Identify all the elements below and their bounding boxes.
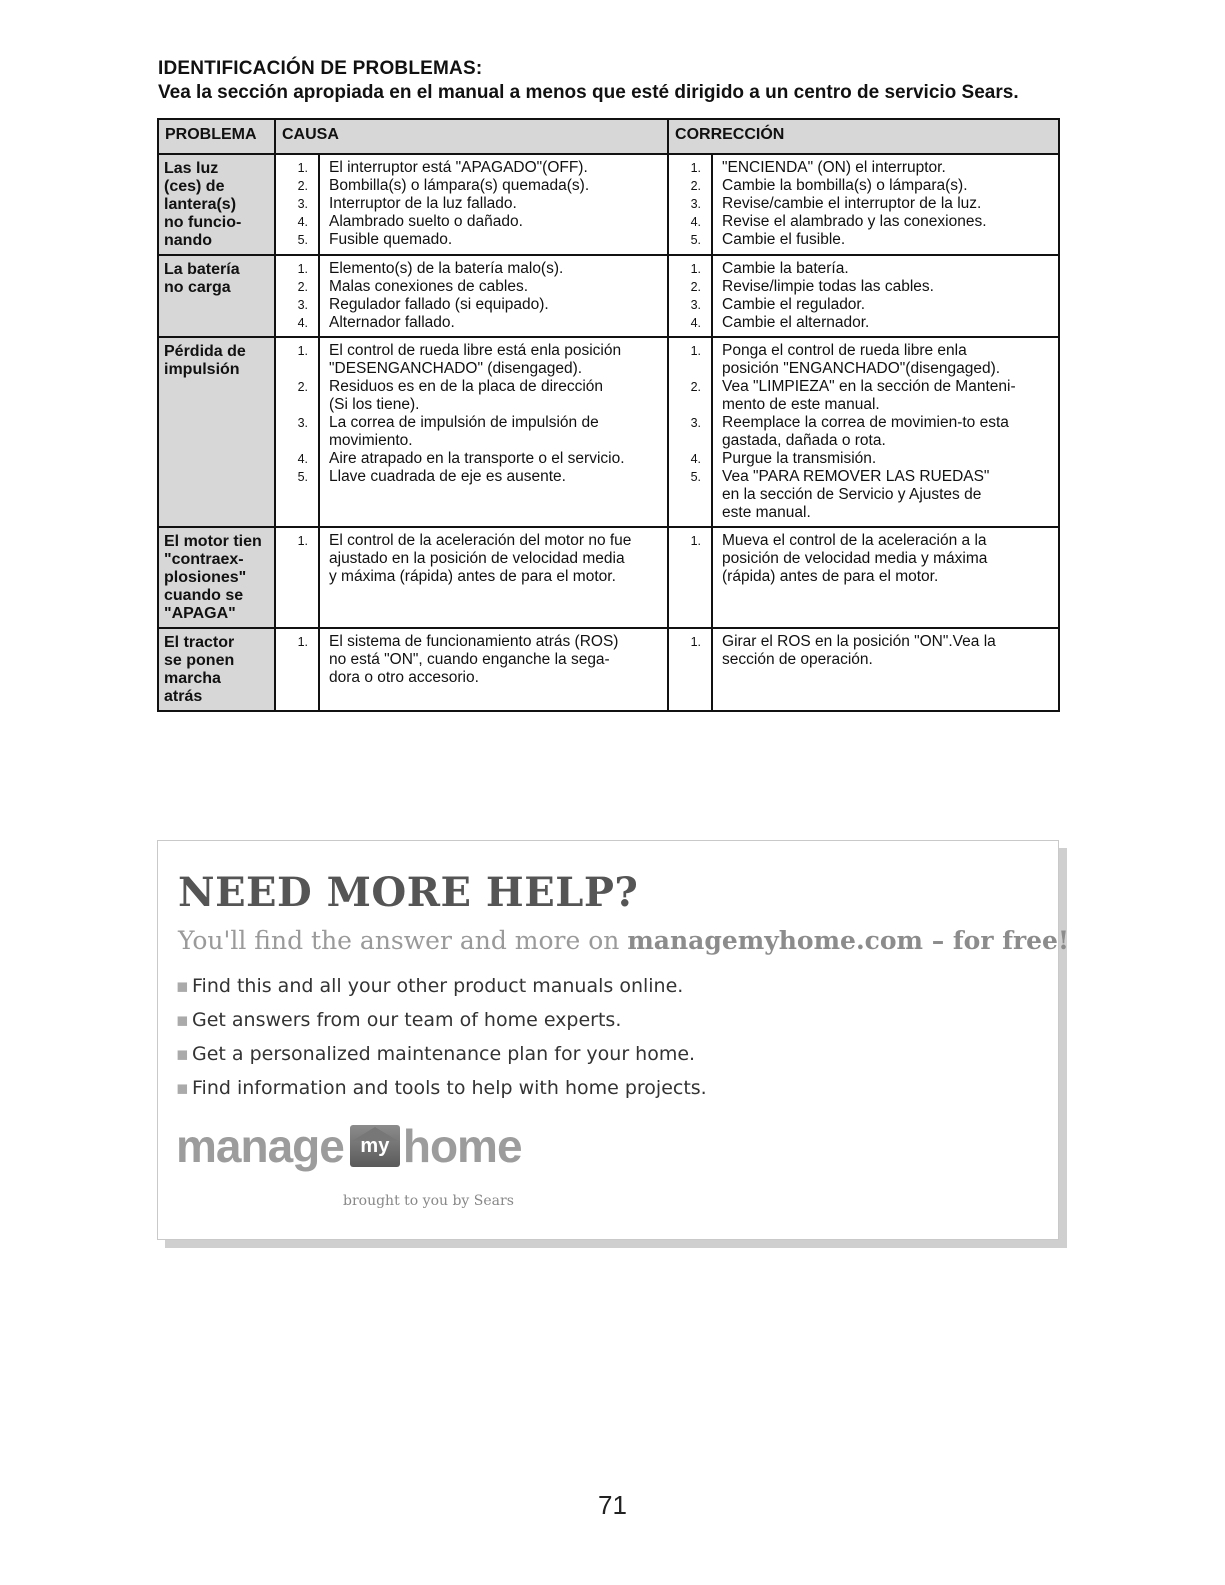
fix-cell-line: posición de velocidad media y máxima <box>722 550 988 567</box>
cause-cell <box>319 527 668 628</box>
cause-cell-line: Malas conexiones de cables. <box>329 278 529 295</box>
fix-cell-line: gastada, dañada o rota. <box>722 432 886 449</box>
page-subtitle: Vea la sección apropiada en el manual a menos que esté dirigido a un centro de servicio Sears. <box>158 82 1019 103</box>
logo-tagline: brought to you by Sears <box>343 1193 514 1209</box>
problem-cell-line: marcha <box>164 670 221 687</box>
fix-cell-line: Revise/cambie el interruptor de la luz. <box>722 195 982 212</box>
problem-cell-line: El tractor <box>164 634 235 651</box>
cause-number-cell-line: 1. <box>297 262 308 276</box>
problem-cell <box>158 628 275 711</box>
cause-number-cell-line <box>276 432 318 450</box>
problem-cell-line: Las luz <box>164 160 219 177</box>
fix-number-cell-line: 5. <box>690 470 702 484</box>
problem-cell-line: cuando se <box>164 587 244 604</box>
cause-number-cell-line: 4. <box>297 215 308 229</box>
cause-number-cell-line: 1. <box>297 344 308 358</box>
fix-cell-line: Mueva el control de la aceleración a la <box>722 532 987 549</box>
fix-cell-line: Revise el alambrado y las conexiones. <box>722 213 987 230</box>
fix-number-cell-line: 4. <box>690 452 702 466</box>
cause-number-cell-line: 5. <box>297 470 308 484</box>
cause-number-cell-line <box>276 396 318 414</box>
bullet-icon: ▪ <box>176 1043 189 1065</box>
house-icon <box>350 1125 400 1167</box>
fix-cell-line: Purgue la transmisión. <box>722 450 877 467</box>
fix-cell-line: Cambie el alternador. <box>722 314 870 331</box>
help-title: NEED MORE HELP? <box>178 869 639 916</box>
cause-cell-line: y máxima (rápida) antes de para el motor. <box>329 568 616 585</box>
cause-number-cell <box>275 337 319 527</box>
cause-number-cell-line <box>276 360 318 378</box>
problem-cell-line: "contraex- <box>164 551 244 568</box>
cause-cell-line: La correa de impulsión de impulsión de <box>329 414 599 431</box>
fix-cell-line: Cambie el fusible. <box>722 231 846 248</box>
cause-number-cell-line: 1. <box>297 534 308 548</box>
fix-number-cell-line: 5. <box>690 233 702 247</box>
cause-number-cell-line: 2. <box>297 280 308 294</box>
fix-number-cell <box>668 628 712 711</box>
fix-cell <box>712 527 1059 628</box>
fix-cell <box>712 337 1059 527</box>
fix-cell-line: en la sección de Servicio y Ajustes de <box>722 486 982 503</box>
fix-cell-line: "ENCIENDA" (ON) el interruptor. <box>722 159 946 176</box>
list-item-text: Find information and tools to help with home projects. <box>192 1077 707 1099</box>
fix-cell <box>712 154 1059 255</box>
fix-cell-line: Ponga el control de rueda libre enla <box>722 342 967 359</box>
cause-number-cell <box>275 527 319 628</box>
need-more-help-box <box>157 840 1069 1240</box>
cause-cell-line: Fusible quemado. <box>329 231 453 248</box>
problem-cell-line: (ces) de <box>164 178 225 195</box>
problem-cell <box>158 154 275 255</box>
fix-cell-line: Cambie el regulador. <box>722 296 866 313</box>
cause-number-cell <box>275 255 319 337</box>
cause-cell-line: El control de rueda libre está enla posición <box>329 342 622 359</box>
list-item-text: Get answers from our team of home experts. <box>192 1009 622 1031</box>
problem-cell-line: nando <box>164 232 212 249</box>
logo-badge-text: my <box>360 1135 390 1157</box>
fix-cell-line: este manual. <box>722 504 811 521</box>
cause-number-cell-line: 5. <box>297 233 308 247</box>
cause-cell-line: Llave cuadrada de eje es ausente. <box>329 468 566 485</box>
problem-cell-line: no funcio- <box>164 214 242 231</box>
cause-cell <box>319 154 668 255</box>
header-causa: CAUSA <box>275 119 668 154</box>
table-row <box>158 154 1059 255</box>
cause-cell-line: Bombilla(s) o lámpara(s) quemada(s). <box>329 177 590 194</box>
cause-cell-line: Elemento(s) de la batería malo(s). <box>329 260 564 277</box>
problem-cell-line: plosiones" <box>164 569 247 586</box>
list-item-text: Find this and all your other product manuals online. <box>192 975 684 997</box>
fix-cell <box>712 628 1059 711</box>
table-row <box>158 527 1059 628</box>
fix-number-cell-line: 2. <box>690 179 702 193</box>
bullet-icon: ▪ <box>176 1009 189 1031</box>
fix-number-cell-line: 3. <box>690 416 702 430</box>
cause-number-cell-line: 2. <box>297 380 308 394</box>
problem-cell-line: "APAGA" <box>164 605 236 622</box>
cause-number-cell-line: 1. <box>297 161 308 175</box>
header-correccion: CORRECCIÓN <box>668 119 1059 154</box>
fix-cell-line: Revise/limpie todas las cables. <box>722 278 934 295</box>
cause-cell-line: Regulador fallado (si equipado). <box>329 296 549 313</box>
fix-number-cell <box>668 527 712 628</box>
help-subtitle-plain: You'll find the answer and more on <box>178 926 628 955</box>
cause-cell <box>319 255 668 337</box>
cause-cell-line: no está "ON", cuando enganche la sega- <box>329 651 610 668</box>
page-title: IDENTIFICACIÓN DE PROBLEMAS: <box>158 58 483 79</box>
cause-number-cell-line: 3. <box>297 197 308 211</box>
fix-cell-line: mento de este manual. <box>722 396 880 413</box>
fix-cell-line: Cambie la batería. <box>722 260 849 277</box>
help-subtitle <box>178 926 1069 955</box>
table-row <box>158 255 1059 337</box>
cause-cell-line: Alternador fallado. <box>329 314 455 331</box>
header-problema: PROBLEMA <box>158 119 275 154</box>
bullet-icon: ▪ <box>176 975 189 997</box>
cause-cell-line: "DESENGANCHADO" (disengaged). <box>329 360 583 377</box>
cause-number-cell-line: 3. <box>297 298 308 312</box>
fix-cell-line: Reemplace la correa de movimien-to esta <box>722 414 1009 431</box>
problem-cell <box>158 527 275 628</box>
help-bullet-list <box>176 975 707 1111</box>
fix-number-cell-line <box>669 360 711 378</box>
cause-cell-line: El interruptor está "APAGADO"(OFF). <box>329 159 588 176</box>
cause-cell <box>319 628 668 711</box>
fix-number-cell <box>668 255 712 337</box>
cause-number-cell <box>275 628 319 711</box>
cause-number-cell-line: 2. <box>297 179 308 193</box>
fix-cell-line: Girar el ROS en la posición "ON".Vea la <box>722 633 996 650</box>
cause-cell-line: (Si los tiene). <box>329 396 420 413</box>
fix-cell-line: Vea "LIMPIEZA" en la sección de Manteni- <box>722 378 1016 395</box>
fix-number-cell-line <box>669 504 711 522</box>
cause-cell-line: dora o otro accesorio. <box>329 669 479 686</box>
problem-cell-line: no carga <box>164 279 231 296</box>
problem-cell-line: impulsión <box>164 361 240 378</box>
fix-cell-line: (rápida) antes de para el motor. <box>722 568 939 585</box>
problem-cell-line: atrás <box>164 688 203 705</box>
problem-cell-line: Pérdida de <box>164 343 246 360</box>
cause-cell-line: El control de la aceleración del motor no fue <box>329 532 632 549</box>
fix-number-cell-line: 1. <box>690 161 702 175</box>
table-row <box>158 337 1059 527</box>
problem-cell-line: lantera(s) <box>164 196 237 213</box>
table-header-row <box>158 119 1059 154</box>
fix-number-cell-line: 3. <box>690 298 702 312</box>
cause-number-cell-line: 3. <box>297 416 308 430</box>
fix-number-cell-line: 1. <box>690 344 702 358</box>
cause-cell-line: ajustado en la posición de velocidad media <box>329 550 625 567</box>
troubleshooting-table <box>157 118 1060 712</box>
cause-cell <box>319 337 668 527</box>
fix-number-cell-line: 3. <box>690 197 702 211</box>
fix-cell-line: Cambie la bombilla(s) o lámpara(s). <box>722 177 968 194</box>
fix-number-cell-line <box>669 396 711 414</box>
problem-cell <box>158 337 275 527</box>
fix-number-cell-line: 1. <box>690 635 702 649</box>
fix-number-cell-line: 2. <box>690 380 702 394</box>
fix-cell-line: posición "ENGANCHADO"(disengaged). <box>722 360 1001 377</box>
cause-cell-line: El sistema de funcionamiento atrás (ROS) <box>329 633 619 650</box>
fix-number-cell-line: 4. <box>690 316 702 330</box>
fix-cell-line: Vea "PARA REMOVER LAS RUEDAS" <box>722 468 990 485</box>
list-item-text: Get a personalized maintenance plan for your home. <box>192 1043 696 1065</box>
problem-cell-line: se ponen <box>164 652 235 669</box>
logo-text-right: home <box>402 1120 522 1172</box>
problem-cell <box>158 255 275 337</box>
problem-cell-line: La batería <box>164 261 240 278</box>
fix-number-cell <box>668 337 712 527</box>
cause-number-cell <box>275 154 319 255</box>
list-item <box>176 975 707 1009</box>
cause-cell-line: Residuos es en de la placa de dirección <box>329 378 604 395</box>
cause-cell-line: Aire atrapado en la transporte o el servicio. <box>329 450 625 467</box>
cause-number-cell-line: 1. <box>297 635 308 649</box>
fix-number-cell-line <box>669 486 711 504</box>
list-item <box>176 1077 707 1111</box>
cause-number-cell-line: 4. <box>297 452 308 466</box>
fix-number-cell-line: 4. <box>690 215 702 229</box>
fix-number-cell-line <box>669 432 711 450</box>
cause-cell-line: movimiento. <box>329 432 413 449</box>
fix-cell-line: sección de operación. <box>722 651 873 668</box>
list-item <box>176 1009 707 1043</box>
logo-text-left: manage <box>176 1120 344 1172</box>
list-item <box>176 1043 707 1077</box>
managemyhome-logo <box>176 1116 522 1176</box>
bullet-icon: ▪ <box>176 1077 189 1099</box>
problem-cell-line: El motor tien <box>164 533 262 550</box>
cause-cell-line: Alambrado suelto o dañado. <box>329 213 523 230</box>
fix-number-cell-line: 1. <box>690 534 702 548</box>
cause-cell-line: Interruptor de la luz fallado. <box>329 195 517 212</box>
fix-number-cell <box>668 154 712 255</box>
help-subtitle-link[interactable]: managemyhome.com – for free! <box>627 926 1069 955</box>
fix-cell <box>712 255 1059 337</box>
cause-number-cell-line: 4. <box>297 316 308 330</box>
page-number: 71 <box>598 1490 627 1520</box>
fix-number-cell-line: 1. <box>690 262 702 276</box>
table-row <box>158 628 1059 711</box>
fix-number-cell-line: 2. <box>690 280 702 294</box>
